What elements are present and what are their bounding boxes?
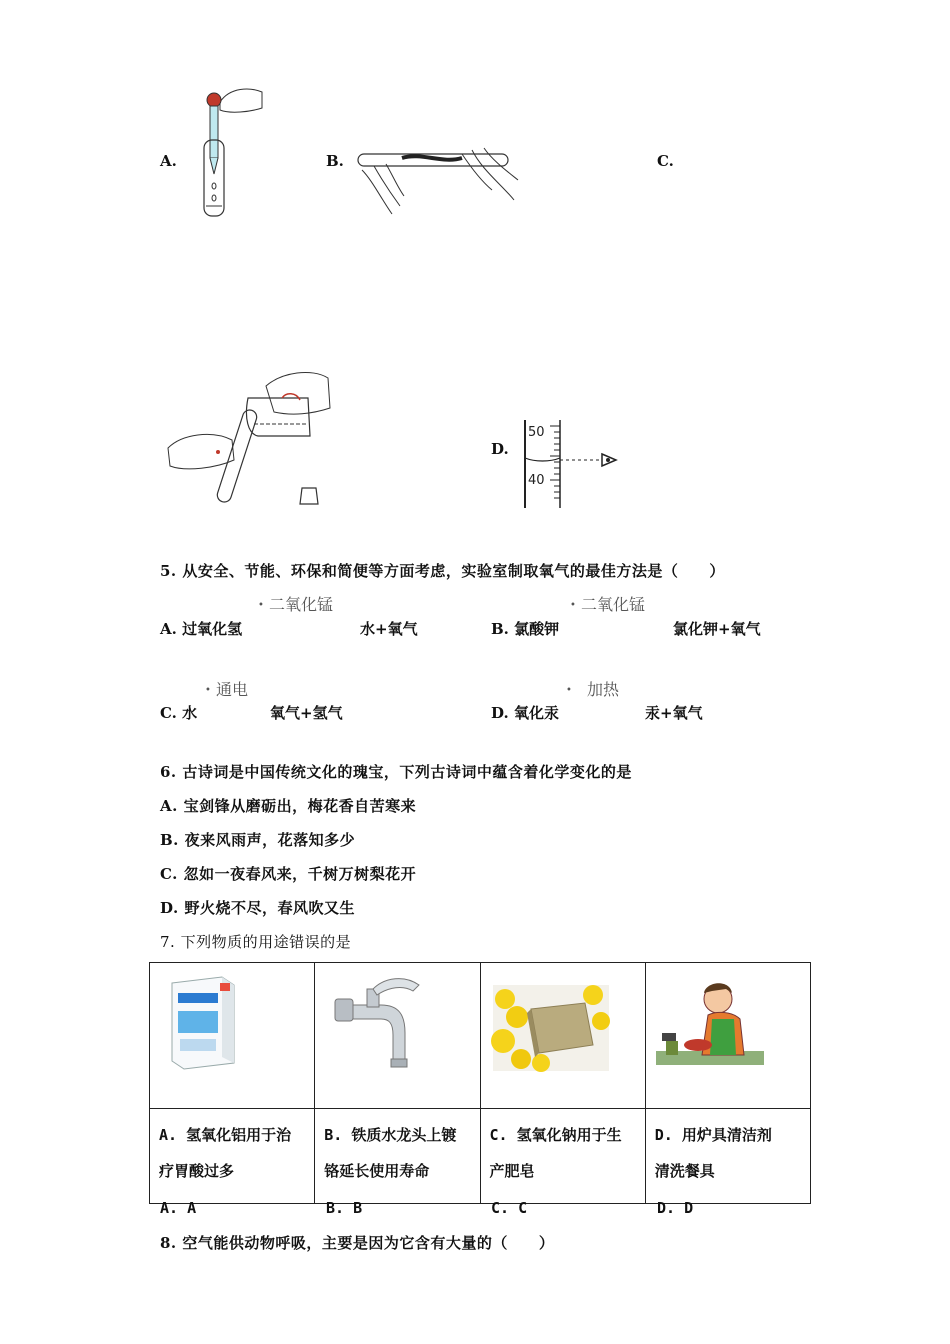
q4-option-b-label[interactable]: B. (326, 152, 344, 170)
q7-table (149, 962, 811, 1204)
q7-answer-d[interactable]: D. D (657, 1199, 694, 1217)
q5-b-letter: B. (491, 620, 509, 638)
q5-d-reactant: 氧化汞 (513, 704, 559, 722)
q7-option-c[interactable]: C. 氢氧化钠用于生 产肥皂 (480, 1109, 645, 1204)
q8-stem (160, 1232, 554, 1253)
dropper-into-tube-image (190, 82, 270, 220)
q5-option-c[interactable] (160, 702, 197, 723)
q4-option-a-label[interactable]: A. (160, 152, 177, 170)
q5-a-condition: • 二氧化锰 (258, 595, 334, 614)
graduated-cylinder-reading-image (520, 418, 624, 512)
q6-option-c[interactable]: C. 忽如一夜春风来，千树万树梨花开 (160, 865, 417, 883)
shaking-test-tube-image (352, 140, 522, 220)
q7-image-cell-c (480, 963, 645, 1109)
q7-stem (160, 931, 351, 952)
q7-answer-b[interactable]: B. B (326, 1199, 363, 1217)
q4-option-d-label[interactable]: D. (491, 440, 509, 458)
q6-question: 古诗词是中国传统文化的瑰宝，下列古诗词中蕴含着化学变化的是 (182, 763, 632, 781)
q7-image-cell-d (645, 963, 810, 1109)
q5-a-reactant: 过氧化氢 (182, 620, 243, 638)
q5-c-letter: C. (160, 704, 177, 722)
q7-number: 7. (160, 933, 176, 951)
faucet-image (315, 963, 475, 1103)
soap-image (481, 963, 641, 1103)
q6-stem (160, 761, 632, 782)
q7-image-cell-a (150, 963, 315, 1109)
q5-c-product: 氧气+氢气 (270, 704, 343, 722)
q6-option-d[interactable]: D. 野火烧不尽，春风吹又生 (160, 899, 355, 917)
q7-image-cell-b (315, 963, 480, 1109)
q4-option-c-label[interactable]: C. (657, 152, 674, 170)
q5-a-letter: A. (160, 620, 177, 638)
q5-stem (160, 560, 725, 581)
pouring-liquid-image (162, 368, 338, 510)
q5-b-condition: • 二氧化锰 (570, 595, 646, 614)
q5-a-product: 水+氧气 (360, 620, 418, 638)
q7-option-a[interactable]: A. 氢氧化铝用于治 疗胃酸过多 (150, 1109, 315, 1204)
q7-option-b[interactable]: B. 铁质水龙头上镀 铬延长使用寿命 (315, 1109, 480, 1204)
q5-c-reactant: 水 (182, 704, 198, 722)
q6-number: 6. (160, 763, 177, 781)
q5-d-letter: D. (491, 704, 509, 722)
q5-c-condition: • 通电 (205, 680, 249, 699)
q6-option-b[interactable]: B. 夜来风雨声，花落知多少 (160, 831, 356, 849)
q8-question: 空气能供动物呼吸，主要是因为它含有大量的（ ） (182, 1234, 555, 1252)
q5-option-a[interactable] (160, 618, 242, 639)
q5-option-b[interactable] (491, 618, 559, 639)
q5-option-d[interactable] (491, 702, 559, 723)
washing-dishes-image (646, 963, 806, 1103)
q5-b-product: 氯化钾+氧气 (673, 620, 761, 638)
q7-question: 下列物质的用途错误的是 (180, 933, 352, 951)
q8-number: 8. (160, 1234, 177, 1252)
q7-option-d[interactable]: D. 用炉具清洁剂 清洗餐具 (645, 1109, 810, 1204)
q7-answer-c[interactable]: C. C (491, 1199, 528, 1217)
cylinder-tick-40: 40 (528, 473, 545, 488)
q5-d-product: 汞+氧气 (645, 704, 703, 722)
cylinder-tick-50: 50 (528, 425, 545, 440)
q5-number: 5. (160, 562, 177, 580)
q7-answer-a[interactable]: A. A (160, 1199, 197, 1217)
q5-question: 从安全、节能、环保和简便等方面考虑，实验室制取氧气的最佳方法是（ ） (182, 562, 725, 580)
q6-option-a[interactable]: A. 宝剑锋从磨砺出，梅花香自苦寒来 (160, 797, 417, 815)
q5-b-reactant: 氯酸钾 (514, 620, 560, 638)
medicine-box-image (150, 963, 310, 1103)
q5-d-condition: • 加热 (566, 680, 620, 699)
